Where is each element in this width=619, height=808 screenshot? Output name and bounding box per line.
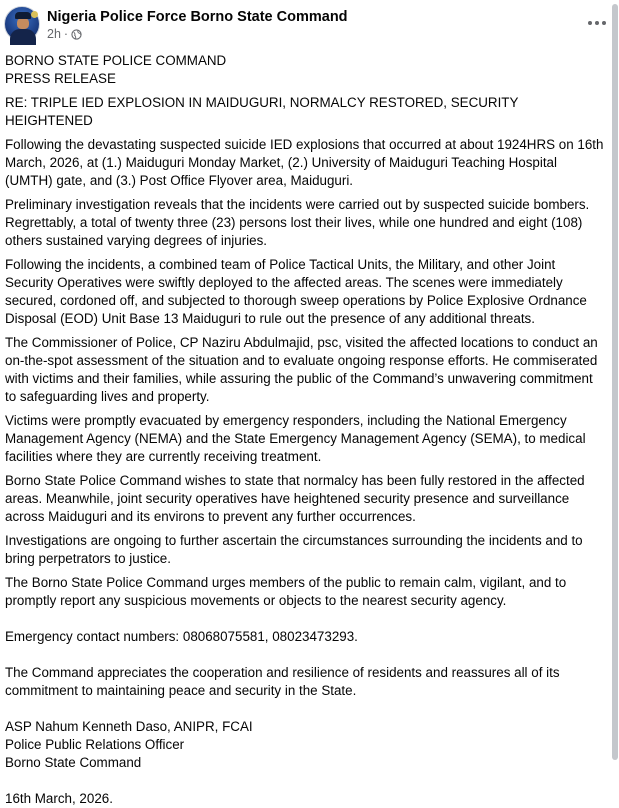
appreciation-text: The Command appreciates the cooperation and resilience of residents and reassures all of its commitment to maintaining peace and security in the State. <box>5 665 560 698</box>
release-date: 16th March, 2026. <box>5 791 113 806</box>
globe-icon <box>71 29 82 40</box>
more-options-icon-dot <box>595 21 599 25</box>
signatory-name: ASP Nahum Kenneth Daso, ANIPR, FCAI <box>5 719 253 734</box>
emergency-contacts: Emergency contact numbers: 08068075581, 08023473293. <box>5 629 358 644</box>
page-avatar[interactable] <box>4 6 40 42</box>
heading-line-1: BORNO STATE POLICE COMMAND <box>5 53 227 68</box>
signatory-title: Police Public Relations Officer <box>5 737 185 752</box>
paragraph: Investigations are ongoing to further ascertain the circumstances surrounding the incidents and to bring perpetrators to justice. <box>5 533 583 566</box>
signatory-org: Borno State Command <box>5 755 142 770</box>
post-body <box>5 52 607 808</box>
paragraph: Borno State Police Command wishes to state that normalcy has been fully restored in the affected areas. Meanwhile, joint security operatives have heightened security presence and surveillance across Maiduguri and its environs to prevent any further occurrences. <box>5 473 585 524</box>
heading-line-2: PRESS RELEASE <box>5 71 116 86</box>
paragraph: Following the incidents, a combined team of Police Tactical Units, the Military, and other Joint Security Operatives were swiftly deployed to the affected areas. The scenes were immediately secured, cordoned off, and subjected to thorough sweep operations by Police Explosive Ordnance Disposal (EOD) Unit Base 13 Maiduguri to rule out the presence of any additional threats. <box>5 257 587 326</box>
post-timestamp[interactable]: 2h <box>47 27 61 41</box>
meta-separator: · <box>63 27 69 41</box>
more-options-button[interactable] <box>582 12 612 34</box>
paragraph: Preliminary investigation reveals that the incidents were carried out by suspected suicide bombers. Regrettably, a total of twenty three (23) persons lost their lives, while one hundred and eight (108) others sustained varying degrees of injuries. <box>5 197 590 248</box>
more-options-icon-dot <box>602 21 606 25</box>
avatar-face <box>17 18 29 29</box>
avatar-cap <box>15 12 31 19</box>
press-release-subject: RE: TRIPLE IED EXPLOSION IN MAIDUGURI, NORMALCY RESTORED, SECURITY HEIGHTENED <box>5 95 519 128</box>
avatar-uniform <box>10 29 36 45</box>
paragraph: Victims were promptly evacuated by emergency responders, including the National Emergency Management Agency (NEMA) and the State Emergency Management Agency (SEMA), to medical facilities where they are currently receiving treatment. <box>5 413 586 464</box>
paragraph: Following the devastating suspected suicide IED explosions that occurred at about 1924HRS on 16th March, 2026, at (1.) Maiduguri Monday Market, (2.) University of Maiduguri Teaching Hospital (UMTH) gate, and (3.) Post Office Flyover area, Maiduguri. <box>5 137 604 188</box>
post-meta <box>47 27 82 41</box>
more-options-icon <box>588 21 592 25</box>
avatar-badge-icon <box>31 11 38 18</box>
post-header <box>0 0 619 48</box>
paragraph: The Borno State Police Command urges members of the public to remain calm, vigilant, and to promptly report any suspicious movements or objects to the nearest security agency. <box>5 575 567 608</box>
paragraph: The Commissioner of Police, CP Naziru Abdulmajid, psc, visited the affected locations to conduct an on-the-spot assessment of the situation and to evaluate ongoing response efforts. He commiserated with victims and their families, while assuring the public of the Command’s unwavering commitment to safeguarding lives and property. <box>5 335 598 404</box>
page-name-link[interactable]: Nigeria Police Force Borno State Command <box>47 9 348 25</box>
scrollbar[interactable] <box>612 4 618 760</box>
